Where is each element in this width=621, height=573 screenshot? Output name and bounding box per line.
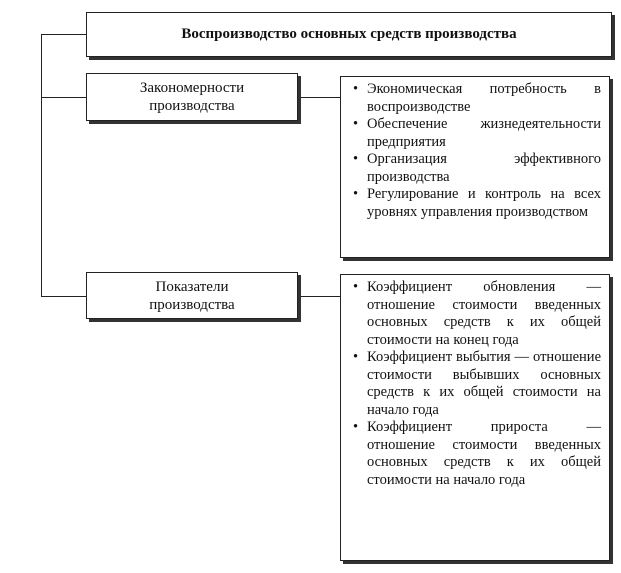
list-item: • Коэффициент выбытия — отношение стоимости выбывших основных средств к их общей стоимости на начало года xyxy=(353,349,601,418)
category-label: Закономерности производства xyxy=(139,80,245,114)
diagram-title-box xyxy=(86,12,612,57)
connector-cat2-list xyxy=(301,296,340,297)
bullet-icon: • xyxy=(353,349,359,365)
connector-spine xyxy=(41,34,42,297)
connector-title xyxy=(41,34,86,35)
bullet-icon: • xyxy=(353,116,359,132)
list-item: • Экономическая потребность в воспроизводстве xyxy=(353,81,601,115)
bullet-icon: • xyxy=(353,419,359,435)
diagram-title: Воспроизводство основных средств производства xyxy=(181,26,517,42)
bullet-icon: • xyxy=(353,279,359,295)
category-box-regularities xyxy=(86,73,298,121)
connector-cat1-list xyxy=(301,97,340,98)
list-box-indicators xyxy=(340,274,610,561)
category-label: Показатели производства xyxy=(149,278,235,313)
list-item: • Коэффициент обновления — отношение стоимости введенных основных средств к их общей стоимости на конец года xyxy=(353,279,601,348)
connector-cat2 xyxy=(41,296,86,297)
item-list xyxy=(351,81,601,221)
list-item: • Коэффициент прироста — отношение стоимости введенных основных средств к их общей стоимости на начало года xyxy=(353,419,601,488)
bullet-icon: • xyxy=(353,81,359,97)
category-box-indicators xyxy=(86,272,298,319)
list-item: • Обеспечение жизнедеятельности предприятия xyxy=(353,116,601,150)
bullet-icon: • xyxy=(353,151,359,167)
list-item: • Регулирование и контроль на всех уровнях управления производством xyxy=(353,186,601,220)
item-list xyxy=(351,279,601,489)
bullet-icon: • xyxy=(353,186,359,202)
list-item: • Организация эффективного производства xyxy=(353,151,601,185)
connector-cat1 xyxy=(41,97,86,98)
list-box-regularities xyxy=(340,76,610,258)
